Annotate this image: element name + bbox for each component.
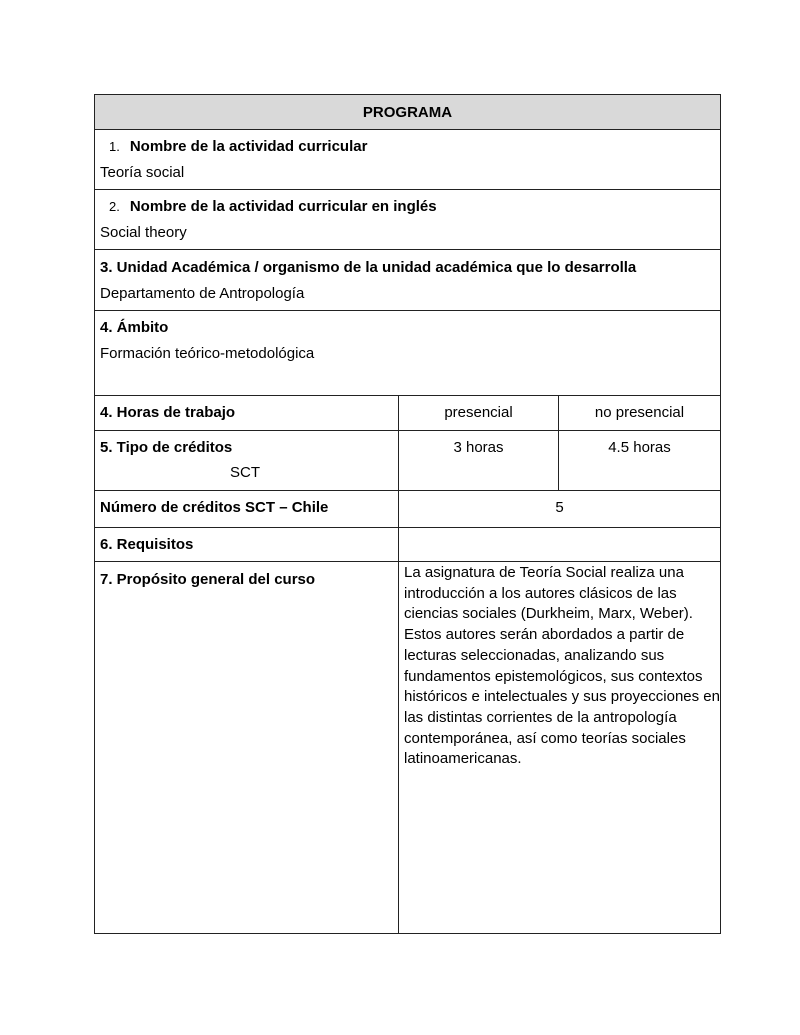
section-1-label (109, 138, 367, 156)
requirements-label: 6. Requisitos (100, 536, 194, 553)
sct-value-cell (398, 490, 721, 528)
credits-label-cell (94, 430, 399, 491)
hours-presencial: presencial (444, 404, 513, 421)
sct-label: Número de créditos SCT – Chile (100, 499, 329, 516)
section-3-value: Departamento de Antropología (100, 285, 305, 302)
section-2-number: 2. (109, 199, 120, 214)
credits-label: 5. Tipo de créditos (100, 439, 233, 456)
credits-presencial-cell (398, 430, 559, 491)
section-4-value: Formación teórico-metodológica (100, 345, 315, 362)
hours-no-presencial-cell (558, 395, 721, 431)
credits-no-presencial: 4.5 horas (608, 439, 671, 456)
program-header (94, 94, 721, 130)
hours-label: 4. Horas de trabajo (100, 404, 236, 421)
purpose-text: La asignatura de Teoría Social realiza una introducción a los autores clásicos de las ciencias sociales (Durkheim, Marx, Weber). Estos autores serán abordados a partir de lecturas seleccionadas, analizando sus fundamentos epistemológicos, sus contextos históricos e intelectuales y sus proyecciones en las distintas corrientes de la antropología contemporánea, así como teorías sociales latinoamericanas. (404, 564, 720, 768)
section-2 (94, 189, 721, 250)
section-4-label: 4. Ámbito (100, 319, 169, 336)
purpose-label: 7. Propósito general del curso (100, 571, 316, 588)
hours-presencial-cell (398, 395, 559, 431)
section-1-label-text: Nombre de la actividad curricular (129, 138, 368, 155)
section-1-value: Teoría social (100, 164, 185, 181)
section-2-value: Social theory (100, 224, 187, 241)
credits-presencial: 3 horas (453, 439, 504, 456)
sct-value: 5 (555, 499, 564, 516)
section-2-label (109, 198, 437, 216)
requirements-label-cell (94, 527, 399, 562)
section-2-label-text: Nombre de la actividad curricular en inglés (129, 198, 437, 215)
purpose-label-cell (94, 561, 399, 934)
sct-label-cell (94, 490, 399, 528)
requirements-value-cell (398, 527, 721, 562)
section-3-label: 3. Unidad Académica / organismo de la unidad académica que lo desarrolla (100, 259, 637, 276)
credits-no-presencial-cell (558, 430, 721, 491)
section-3 (94, 249, 721, 311)
section-4 (94, 310, 721, 396)
section-1 (94, 129, 721, 190)
hours-label-cell (94, 395, 399, 431)
program-title: PROGRAMA (362, 104, 453, 121)
hours-no-presencial: no presencial (594, 404, 685, 421)
purpose-value-cell (398, 561, 721, 934)
credits-sub: SCT (230, 464, 260, 481)
section-1-number: 1. (109, 139, 120, 154)
